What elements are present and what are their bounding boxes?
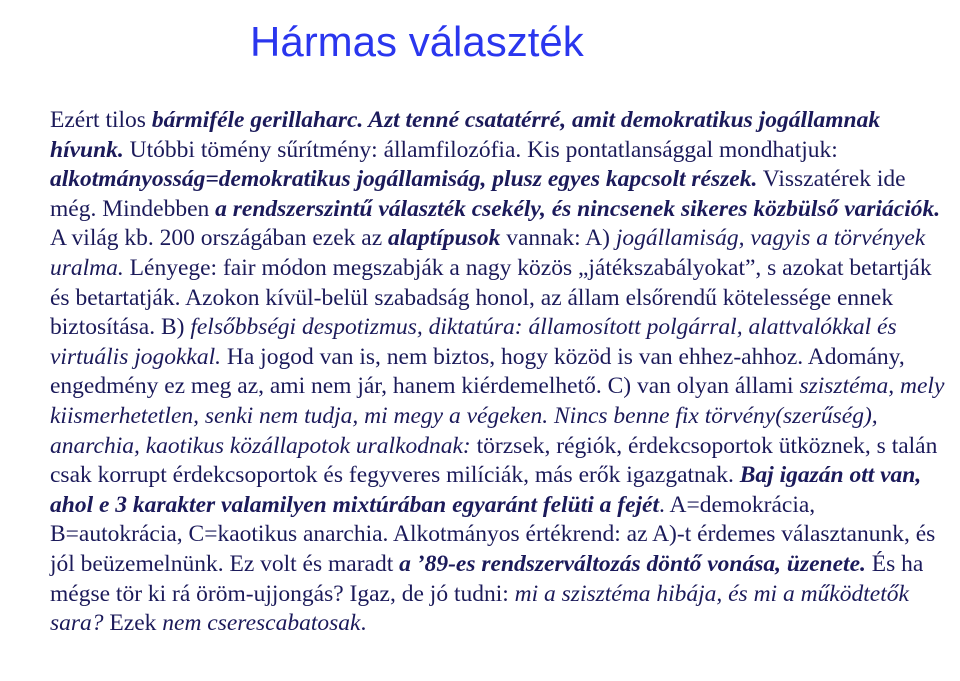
text-run: szisztéma, mely kiismerhetetlen, senki nem tudja, mi megy a végeken. Nincs benne fix törvény(szerűség), anarchia, kaotikus közállapotok uralkodnak: bbox=[50, 373, 945, 459]
body-text bbox=[50, 106, 950, 639]
text-run: törzsek, régiók, érdekcsoportok ütköznek, s talán csak korrupt érdekcsoportok és fegyveres milíciák, más erők igazgatnak. bbox=[50, 432, 938, 489]
slide-title: Hármas választék bbox=[250, 18, 584, 65]
text-run: . A=demokrácia, B=autokrácia, C=kaotikus anarchia. Alkotmányos értékrend: az A)-t érdemes választanunk, és jól beüzemelnünk. Ez volt és maradt bbox=[50, 491, 936, 577]
text-run: Baj igazán ott van, ahol e 3 karakter valamilyen mixtúrában egyaránt felüti a fejét bbox=[50, 462, 922, 518]
text-run: És ha mégse tör ki rá öröm-ujjongás? Igaz, de jó tudni: bbox=[50, 550, 924, 607]
text-run: Ha jogod van is, nem biztos, hogy közöd is van ehhez-ahhoz. Adomány, engedmény ez meg az, ami nem jár, hanem kiérdemelhető. C) van olyan állami bbox=[50, 343, 905, 400]
text-run: nem cserescabatosak bbox=[162, 610, 361, 637]
text-run: alkotmányosság=demokratikus jogállamiság, plusz egyes kapcsolt részek. bbox=[50, 166, 758, 193]
text-run: alaptípusok bbox=[388, 225, 501, 252]
text-run: Utóbbi tömény sűrítmény: államfilozófia. Kis pontatlansággal mondhatjuk: bbox=[123, 136, 838, 163]
text-run: A világ kb. 200 országában ezek az bbox=[50, 225, 389, 252]
text-run: a ’89-es rendszerváltozás döntő vonása, üzenete. bbox=[399, 550, 866, 577]
text-run: a rendszerszintű választék csekély, és nincsenek sikeres közbülső variációk. bbox=[215, 195, 941, 222]
title-bar bbox=[0, 0, 960, 94]
text-run: mi a szisztéma hibája, és mi a működtetők sara? bbox=[50, 580, 909, 637]
text-run: Ezért tilos bbox=[50, 107, 152, 133]
text-run: jogállamiság, vagyis a törvények uralma. bbox=[50, 225, 926, 281]
text-run: Ezek bbox=[103, 610, 163, 637]
text-run: Visszatérek ide még. Mindebben bbox=[50, 166, 906, 222]
text-run: Lényege: fair módon megszabják a nagy közös „játékszabályokat”, s azokat betartják és betartatják. Azokon kívül-belül szabadság honol, az állam elsőrendű kötelessége ennek biztosítása. B) bbox=[50, 254, 932, 341]
text-run: vannak: A) bbox=[500, 225, 616, 252]
text-run: felsőbbségi despotizmus, diktatúra: államosított polgárral, alattvalókkal és virtuális jogokkal. bbox=[50, 314, 897, 370]
text-run: . bbox=[360, 610, 367, 637]
text-run: bármiféle gerillaharc. Azt tenné csatatérré, amit demokratikus jogállamnak hívunk. bbox=[50, 107, 881, 163]
